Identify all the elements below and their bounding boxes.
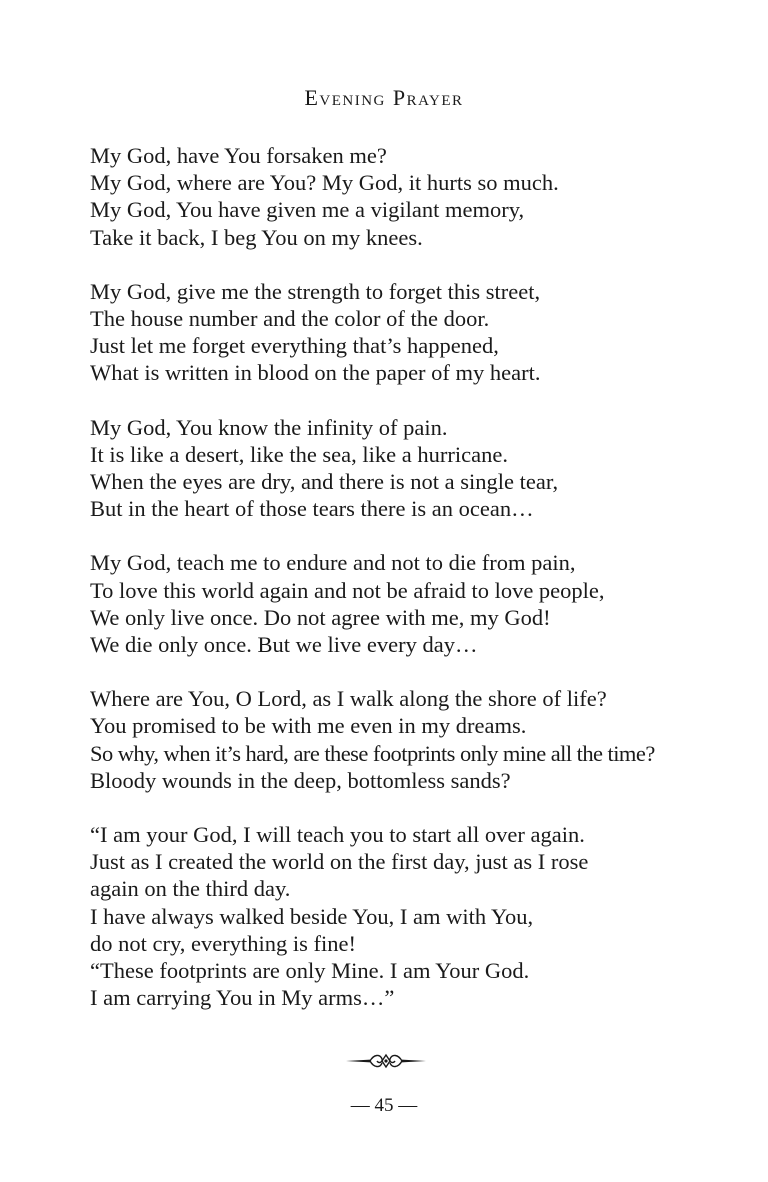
poem-line: Just let me forget everything that’s happened,	[90, 333, 499, 359]
poem-line: What is written in blood on the paper of my heart.	[90, 360, 541, 386]
poem-line: again on the third day.	[90, 876, 291, 902]
poem-body	[90, 142, 710, 1038]
stanza-4	[90, 549, 710, 658]
stanza-5	[90, 685, 710, 794]
poem-line: But in the heart of those tears there is an ocean…	[90, 496, 534, 522]
poem-line: My God, You know the infinity of pain.	[90, 414, 448, 440]
poem-line: To love this world again and not be afraid to love people,	[90, 577, 605, 603]
poem-line: My God, have You forsaken me?	[90, 143, 387, 168]
poem-line: “These footprints are only Mine. I am Your God.	[90, 958, 530, 984]
stanza-2	[90, 278, 710, 387]
poem-line: The house number and the color of the door.	[90, 306, 490, 332]
poem-line: Take it back, I beg You on my knees.	[90, 224, 423, 250]
poem-line: “I am your God, I will teach you to start all over again.	[90, 822, 585, 848]
poem-line: So why, when it’s hard, are these footprints only mine all the time?	[90, 740, 655, 766]
poem-line: I have always walked beside You, I am with You,	[90, 903, 534, 929]
poem-line: My God, teach me to endure and not to die from pain,	[90, 550, 576, 576]
poem-line: Where are You, O Lord, as I walk along the shore of life?	[90, 686, 607, 712]
poem-line: I am carrying You in My arms…”	[90, 985, 395, 1011]
poem-line: We die only once. But we live every day…	[90, 632, 478, 658]
poem-line: My God, where are You? My God, it hurts so much.	[90, 170, 559, 196]
fleuron-ornament-icon	[344, 1050, 428, 1072]
page-number: — 45 —	[350, 1095, 418, 1116]
stanza-1	[90, 142, 710, 251]
poem-line: do not cry, everything is fine!	[90, 930, 356, 956]
stanza-3	[90, 414, 710, 523]
poem-line: My God, You have given me a vigilant memory,	[90, 197, 525, 223]
poem-line: We only live once. Do not agree with me, my God!	[90, 604, 551, 630]
poem-line: Bloody wounds in the deep, bottomless sands?	[90, 767, 511, 793]
poem-line: You promised to be with me even in my dreams.	[90, 713, 527, 739]
stanza-6	[90, 821, 710, 1011]
poem-line: My God, give me the strength to forget this street,	[90, 278, 541, 304]
poem-line: It is like a desert, like the sea, like a hurricane.	[90, 441, 508, 467]
poem-line: When the eyes are dry, and there is not a single tear,	[90, 469, 559, 495]
poem-line: Just as I created the world on the first day, just as I rose	[90, 849, 589, 875]
poem-title: Evening Prayer	[304, 85, 464, 110]
